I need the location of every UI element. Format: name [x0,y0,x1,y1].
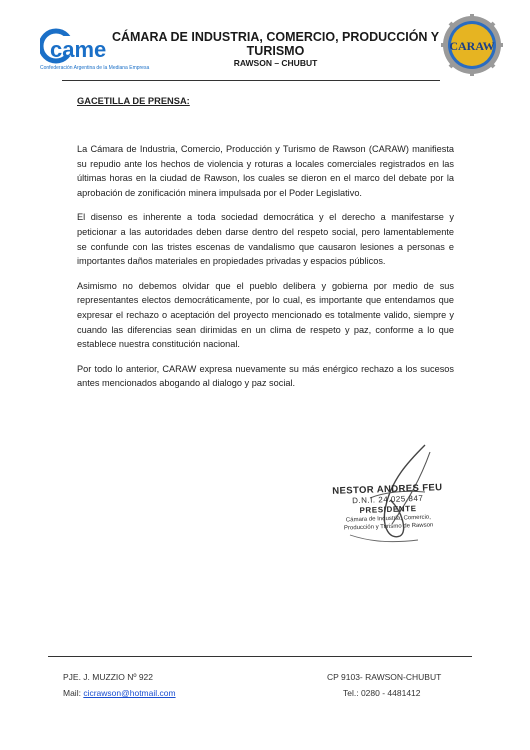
press-release-body [77,142,454,401]
signer-org-line-2: Producción y Turismo de Rawson [343,522,434,532]
chamber-location: RAWSON – CHUBUT [233,58,318,68]
paragraph-2: El disenso es inherente a toda sociedad democrática y el derecho a manifestarse y peticionar a las autoridades deben darse dentro del respeto social, pero lamentablemente se confunde con las tristes escenas de vandalismo que causaron lesiones a personas e importantes daños materiales en propiedades privadas y espacios públicos. [77,212,454,267]
paragraph-1: La Cámara de Industria, Comercio, Producción y Turismo de Rawson (CARAW) manifiesta su repudio ante los hechos de violencia y roturas a locales comerciales registrados en las últimas horas en la ciudad de Rawson, los cuales se dieron en el marco del debate por la aprobación de zonificación minera impulsada por el Poder Legislativo. [77,144,454,198]
footer-phone: Tel.: 0280 - 4481412 [343,688,421,698]
came-logo-text: came [50,37,107,62]
press-release-heading: GACETILLA DE PRENSA: [77,96,190,106]
caraw-seal-text: CARAW [449,39,495,53]
footer-mail [63,688,176,698]
signature-stamp [317,482,459,534]
footer-divider [48,656,472,657]
chamber-title: CÁMARA DE INDUSTRIA, COMERCIO, PRODUCCIÓN Y TURISMO [111,30,440,58]
signer-name: NESTOR ANDRES FEU [332,482,443,497]
paragraph-4: Por todo lo anterior, CARAW expresa nuevamente su más enérgico rechazo a los sucesos antes mencionados abogando al dialogo y paz social. [77,363,454,389]
signer-dni: D.N.I. 24.025.847 [351,493,424,506]
caraw-seal [441,14,503,76]
header-divider [62,80,440,81]
signer-role: PRESIDENTE [359,504,417,515]
came-caption: Confederación Argentina de la Mediana Empresa [40,65,150,71]
footer-postal: CP 9103- RAWSON-CHUBUT [327,672,442,682]
footer-email-link[interactable]: cicrawson@hotmail.com [83,688,176,698]
footer-address: PJE. J. MUZZIO Nº 922 [63,672,154,682]
paragraph-3: Asimismo no debemos olvidar que el pueblo delibera y gobierna por medio de sus representantes electos democráticamente, por lo cual, es importante que entendamos que expresar el rechazo o aceptación del proyecto mencionado es totalmente valido, siempre y cuando las diferencias sean dirimidas en un clima de respeto y paz, conforme a lo que establece nuestra constitución nacional. [77,280,454,350]
footer-mail-label: Mail: [63,688,81,698]
signer-org-line-1: Cámara de Industria, Comercio, [345,514,431,524]
